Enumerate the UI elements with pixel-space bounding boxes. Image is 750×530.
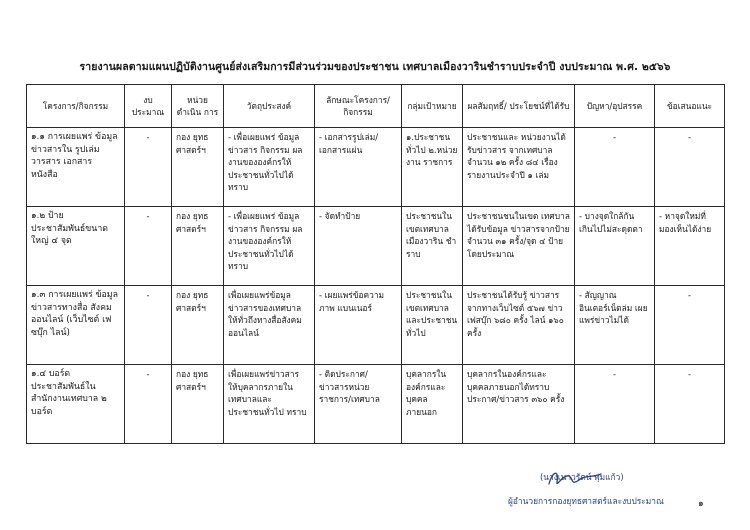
cell-budget: - [125, 207, 172, 286]
table-row [27, 365, 725, 444]
table-row [27, 207, 725, 286]
signer-name: (นางเนาวรัตน์ พุ่มแก้ว) [540, 472, 624, 482]
cell-unit: กอง ยุทธศาสตร์ฯ [172, 128, 224, 207]
header-suggestion: ข้อเสนอแนะ [655, 85, 725, 128]
cell-problem: - [575, 128, 655, 207]
cell-project: ๑.๔ บอร์ด ประชาสัมพันธ์ใน สำนักงานเทศบาล ๒ บอร์ด [27, 365, 125, 444]
cell-suggestion: - [655, 365, 725, 444]
cell-project: ๑.๓ การเผยแพร่ ข้อมูลข่าวสารทางสื่อ สังคมออนไลน์ (เว็บไซต์ เฟซบุ๊ก ไลน์) [27, 286, 125, 365]
header-objective: วัตถุประสงค์ [224, 85, 315, 128]
cell-objective: เพื่อเผยแพร่ข้อมูล ข่าวสารของเทศบาล ให้ทั่วถึงทางสื่อสังคม ออนไลน์ [224, 286, 315, 365]
cell-objective: เพื่อเผยแพร่ข่าวสาร ให้บุคลากรภายใน เทศบาลและ ประชาชนทั่วไป ทราบ [224, 365, 315, 444]
cell-unit: กอง ยุทธศาสตร์ฯ [172, 286, 224, 365]
page-number: ๑ [698, 499, 704, 509]
cell-result: บุคลากรในองค์กรและ บุคคลภายนอกได้ทราบ ประกาศ/ข่าวสาร ๓๖๐ ครั้ง [463, 365, 575, 444]
report-title: รายงานผลตามแผนปฏิบัติงานศูนย์ส่งเสริมการมีส่วนร่วมของประชาชน เทศบาลเมืองวารินชำราบประจำปี งบประมาณ พ.ศ. ๒๕๖๖ [79, 61, 671, 73]
cell-nature: - ติดประกาศ/ ข่าวสารหน่วย ราชการ/เทศบาล [315, 365, 402, 444]
cell-problem: - [575, 365, 655, 444]
cell-target: ประชาชนใน เขตเทศบาล และประชาชน ทั่วไป [402, 286, 463, 365]
header-unit: หน่วย ดำเนิน การ [172, 85, 224, 128]
cell-budget: - [125, 286, 172, 365]
header-nature: ลักษณะโครงการ/ กิจกรรม [315, 85, 402, 128]
cell-objective: - เพื่อเผยแพร่ ข้อมูล ข่าวสาร กิจกรรม ผลงานขององค์กรให้ ประชาชนทั่วไปได้ ทราบ [224, 128, 315, 207]
table-header-row [27, 85, 725, 128]
header-project: โครงการ/กิจกรรม [27, 85, 125, 128]
table-row [27, 286, 725, 365]
cell-result: ประชาชนและ หน่วยงานได้รับข่าวสาร จากเทศบาล จำนวน ๑๒ ครั้ง ๘๔ เรื่อง รายงานประจำปี ๑ เล่ม [463, 128, 575, 207]
header-problem: ปัญหา/อุปสรรค [575, 85, 655, 128]
cell-budget: - [125, 128, 172, 207]
cell-target: ๑.ประชาชน ทั่วไป ๒.หน่วยงาน ราชการ [402, 128, 463, 207]
signer-position: ผู้อำนวยการกองยุทธศาสตร์และงบประมาณ [508, 496, 664, 506]
cell-nature: - จัดทำป้าย [315, 207, 402, 286]
cell-problem: - บางจุดใกล้กัน เกินไปไม่สะดุดตา [575, 207, 655, 286]
cell-nature: - เอกสารรูปเล่ม/ เอกสารแผ่น [315, 128, 402, 207]
cell-target: ประชาชนใน เขตเทศบาล เมืองวาริน ชำราบ [402, 207, 463, 286]
cell-unit: กอง ยุทธศาสตร์ฯ [172, 207, 224, 286]
cell-suggestion: - [655, 286, 725, 365]
cell-suggestion: - [655, 128, 725, 207]
header-budget: งบ ประมาณ [125, 85, 172, 128]
cell-objective: - เพื่อเผยแพร่ ข้อมูล ข่าวสาร กิจกรรม ผลงานขององค์กรให้ ประชาชนทั่วไปได้ ทราบ [224, 207, 315, 286]
cell-result: ประชาชนได้รับรู้ ข่าวสารจากทางเว็บไซต์ ๕๖๗ ข่าว เฟสบุ๊ก ๖๘๐ ครั้ง ไลน์ ๑๖๐ ครั้ง [463, 286, 575, 365]
cell-unit: กอง ยุทธศาสตร์ฯ [172, 365, 224, 444]
cell-project: ๑.๑ การเผยแพร่ ข้อมูลข่าวสารใน รูปเล่ม วารสาร เอกสาร หนังสือ [27, 128, 125, 207]
cell-target: บุคลากรใน องค์กรและ บุคคลภายนอก [402, 365, 463, 444]
cell-problem: - สัญญาณ อินเตอร์เน็ตล่ม เผยแพร่ข่าวไม่ได้ [575, 286, 655, 365]
cell-nature: - เผยแพร่ข้อความ ภาพ แบนเนอร์ [315, 286, 402, 365]
header-target: กลุ่มเป้าหมาย [402, 85, 463, 128]
cell-suggestion: - หาจุดใหม่ที่ มองเห็นได้ง่าย [655, 207, 725, 286]
cell-result: ประชาชนชนในเขต เทศบาลได้รับข้อมูล ข่าวสารจากป้ายจำนวน ๓๑ ครั้ง/จุด ๔ ป้าย โดยประมาณ [463, 207, 575, 286]
header-result: ผลสัมฤทธิ์/ ประโยชน์ที่ได้รับ [463, 85, 575, 128]
cell-project: ๑.๒ ป้าย ประชาสัมพันธ์ขนาด ใหญ่ ๔ จุด [27, 207, 125, 286]
cell-budget: - [125, 365, 172, 444]
table-row [27, 128, 725, 207]
report-table [26, 84, 725, 444]
